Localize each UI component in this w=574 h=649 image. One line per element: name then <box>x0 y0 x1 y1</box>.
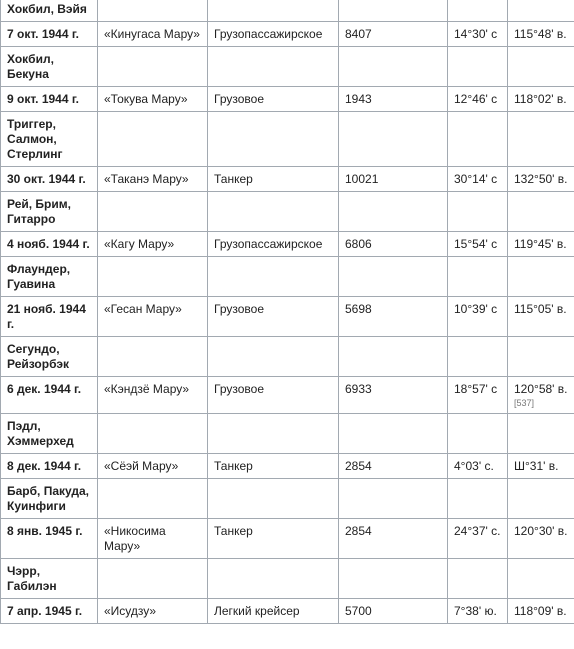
empty-cell <box>339 47 448 87</box>
empty-cell <box>508 337 574 377</box>
tonnage-cell <box>339 454 448 479</box>
latitude-cell <box>448 377 508 414</box>
ship-type-cell <box>208 22 339 47</box>
sinking-row <box>1 599 574 624</box>
tonnage-cell-text: 2854 <box>345 459 372 473</box>
empty-cell <box>98 559 208 599</box>
ship-type-cell-text: Легкий крейсер <box>214 604 300 618</box>
sinking-row <box>1 377 574 414</box>
ship-name-cell-text: «Сёэй Мару» <box>104 459 179 473</box>
submarines-cell: Хокбил, Вэйя <box>1 0 98 22</box>
empty-cell <box>98 112 208 167</box>
longitude-cell-text: 119°45' в. <box>514 237 567 251</box>
empty-cell <box>448 112 508 167</box>
empty-cell <box>448 559 508 599</box>
sinking-row <box>1 22 574 47</box>
ship-name-cell <box>98 599 208 624</box>
date-cell <box>1 232 98 257</box>
longitude-cell-text: 120°58' в. <box>514 382 568 396</box>
empty-cell <box>508 479 574 519</box>
latitude-cell <box>448 22 508 47</box>
empty-cell <box>508 559 574 599</box>
longitude-cell-text: 115°05' в. <box>514 302 567 316</box>
ship-type-cell <box>208 599 339 624</box>
submarines-cell: Барб, Пакуда, Куинфиги <box>1 479 98 519</box>
empty-cell <box>208 559 339 599</box>
longitude-cell-text: 132°50' в. <box>514 172 568 186</box>
sinking-row <box>1 519 574 559</box>
latitude-cell <box>448 87 508 112</box>
empty-cell <box>98 414 208 454</box>
empty-cell <box>98 479 208 519</box>
date-cell-text: 7 окт. 1944 г. <box>7 27 79 41</box>
ship-type-cell-text: Грузовое <box>214 302 264 316</box>
tonnage-cell-text: 5700 <box>345 604 372 618</box>
latitude-cell <box>448 232 508 257</box>
submarines-row <box>1 257 574 297</box>
submarines-cell: Чэрр, Габилэн <box>1 559 98 599</box>
empty-cell <box>339 414 448 454</box>
tonnage-cell <box>339 297 448 337</box>
empty-cell <box>448 479 508 519</box>
ship-name-cell <box>98 167 208 192</box>
empty-cell <box>339 479 448 519</box>
ship-name-cell-text: «Токува Мару» <box>104 92 188 106</box>
longitude-cell-text: 118°02' в. <box>514 92 567 106</box>
empty-cell <box>208 0 339 22</box>
empty-cell <box>339 192 448 232</box>
date-cell-text: 4 нояб. 1944 г. <box>7 237 90 251</box>
empty-cell <box>98 192 208 232</box>
empty-cell <box>98 257 208 297</box>
tonnage-cell <box>339 232 448 257</box>
ship-type-cell-text: Танкер <box>214 524 253 538</box>
submarines-row <box>1 47 574 87</box>
submarines-cell: Сегундо, Рейзорбэк <box>1 337 98 377</box>
empty-cell <box>208 337 339 377</box>
latitude-cell-text: 7°38' ю. <box>454 604 497 618</box>
empty-cell <box>508 47 574 87</box>
longitude-cell <box>508 297 574 337</box>
longitude-cell <box>508 22 574 47</box>
sinking-row <box>1 297 574 337</box>
sinking-row <box>1 87 574 112</box>
ship-name-cell-text: «Кэндзё Мару» <box>104 382 190 396</box>
ship-type-cell-text: Грузовое <box>214 92 264 106</box>
submarines-row <box>1 192 574 232</box>
tonnage-cell-text: 6933 <box>345 382 372 396</box>
longitude-cell-text: Ш°31' в. <box>514 459 559 473</box>
citation-link[interactable]: [537] <box>514 398 535 408</box>
submarines-row <box>1 0 574 22</box>
date-cell-text: 6 дек. 1944 г. <box>7 382 82 396</box>
empty-cell <box>339 559 448 599</box>
ship-name-cell <box>98 377 208 414</box>
longitude-cell <box>508 232 574 257</box>
longitude-cell <box>508 167 574 192</box>
empty-cell <box>208 257 339 297</box>
submarines-row <box>1 479 574 519</box>
longitude-cell-text: 118°09' в. <box>514 604 567 618</box>
tonnage-cell <box>339 167 448 192</box>
ship-name-cell-text: «Гесан Мару» <box>104 302 182 316</box>
empty-cell <box>448 192 508 232</box>
latitude-cell-text: 18°57' с <box>454 382 498 396</box>
submarines-cell: Хокбил, Бекуна <box>1 47 98 87</box>
empty-cell <box>339 112 448 167</box>
latitude-cell-text: 30°14' с <box>454 172 498 186</box>
latitude-cell <box>448 167 508 192</box>
date-cell-text: 21 нояб. 1944 г. <box>7 302 86 331</box>
date-cell <box>1 167 98 192</box>
ship-name-cell <box>98 454 208 479</box>
empty-cell <box>448 337 508 377</box>
sinkings-table-body <box>1 0 574 624</box>
ship-type-cell-text: Танкер <box>214 459 253 473</box>
empty-cell <box>208 47 339 87</box>
empty-cell <box>98 47 208 87</box>
latitude-cell <box>448 454 508 479</box>
ship-name-cell <box>98 22 208 47</box>
ship-type-cell-text: Танкер <box>214 172 253 186</box>
date-cell <box>1 22 98 47</box>
longitude-cell <box>508 519 574 559</box>
ship-name-cell <box>98 519 208 559</box>
date-cell-text: 9 окт. 1944 г. <box>7 92 79 106</box>
tonnage-cell-text: 10021 <box>345 172 379 186</box>
latitude-cell-text: 14°30' с <box>454 27 498 41</box>
submarines-cell: Рей, Брим, Гитарро <box>1 192 98 232</box>
ship-type-cell <box>208 297 339 337</box>
tonnage-cell-text: 8407 <box>345 27 372 41</box>
submarines-cell: Триггер, Салмон, Стерлинг <box>1 112 98 167</box>
tonnage-cell-text: 2854 <box>345 524 372 538</box>
longitude-cell <box>508 87 574 112</box>
latitude-cell-text: 24°37' с. <box>454 524 501 538</box>
ship-type-cell-text: Грузопассажирское <box>214 237 323 251</box>
sinking-row <box>1 454 574 479</box>
latitude-cell-text: 4°03' с. <box>454 459 494 473</box>
latitude-cell-text: 15°54' с <box>454 237 498 251</box>
submarines-row <box>1 559 574 599</box>
longitude-cell <box>508 599 574 624</box>
ship-name-cell <box>98 297 208 337</box>
empty-cell <box>208 479 339 519</box>
latitude-cell-text: 10°39' с <box>454 302 498 316</box>
latitude-cell-text: 12°46' с <box>454 92 498 106</box>
date-cell-text: 8 дек. 1944 г. <box>7 459 82 473</box>
ship-type-cell <box>208 377 339 414</box>
empty-cell <box>98 337 208 377</box>
ship-type-cell <box>208 232 339 257</box>
ship-name-cell-text: «Никосима Мару» <box>104 524 166 553</box>
empty-cell <box>448 47 508 87</box>
longitude-cell-text: 120°30' в. <box>514 524 568 538</box>
date-cell-text: 8 янв. 1945 г. <box>7 524 83 538</box>
submarines-row <box>1 414 574 454</box>
empty-cell <box>508 112 574 167</box>
longitude-cell <box>508 377 574 414</box>
ship-type-cell <box>208 454 339 479</box>
sinking-row <box>1 167 574 192</box>
ship-type-cell <box>208 87 339 112</box>
tonnage-cell <box>339 519 448 559</box>
date-cell <box>1 599 98 624</box>
tonnage-cell <box>339 377 448 414</box>
submarines-row <box>1 337 574 377</box>
sinking-row <box>1 232 574 257</box>
empty-cell <box>339 337 448 377</box>
ship-name-cell-text: «Исудзу» <box>104 604 157 618</box>
ship-name-cell-text: «Кинугаса Мару» <box>104 27 200 41</box>
tonnage-cell-text: 1943 <box>345 92 372 106</box>
empty-cell <box>448 0 508 22</box>
tonnage-cell <box>339 87 448 112</box>
empty-cell <box>339 257 448 297</box>
empty-cell <box>508 0 574 22</box>
empty-cell <box>208 112 339 167</box>
tonnage-cell <box>339 599 448 624</box>
date-cell <box>1 297 98 337</box>
latitude-cell <box>448 297 508 337</box>
ship-type-cell-text: Грузовое <box>214 382 264 396</box>
date-cell <box>1 454 98 479</box>
date-cell-text: 30 окт. 1944 г. <box>7 172 86 186</box>
longitude-cell <box>508 454 574 479</box>
ship-type-cell <box>208 167 339 192</box>
tonnage-cell-text: 6806 <box>345 237 372 251</box>
ship-name-cell-text: «Кагу Мару» <box>104 237 175 251</box>
ship-type-cell <box>208 519 339 559</box>
ship-name-cell <box>98 87 208 112</box>
tonnage-cell <box>339 22 448 47</box>
empty-cell <box>208 192 339 232</box>
date-cell-text: 7 апр. 1945 г. <box>7 604 83 618</box>
empty-cell <box>98 0 208 22</box>
tonnage-cell-text: 5698 <box>345 302 372 316</box>
empty-cell <box>448 414 508 454</box>
date-cell <box>1 87 98 112</box>
ship-name-cell-text: «Таканэ Мару» <box>104 172 189 186</box>
ship-name-cell <box>98 232 208 257</box>
empty-cell <box>508 192 574 232</box>
date-cell <box>1 519 98 559</box>
empty-cell <box>339 0 448 22</box>
ship-type-cell-text: Грузопассажирское <box>214 27 323 41</box>
latitude-cell <box>448 599 508 624</box>
empty-cell <box>448 257 508 297</box>
empty-cell <box>508 414 574 454</box>
date-cell <box>1 377 98 414</box>
submarines-cell: Пэдл, Хэммерхед <box>1 414 98 454</box>
empty-cell <box>508 257 574 297</box>
latitude-cell <box>448 519 508 559</box>
longitude-cell-text: 115°48' в. <box>514 27 567 41</box>
submarines-row <box>1 112 574 167</box>
empty-cell <box>208 414 339 454</box>
submarines-cell: Флаундер, Гуавина <box>1 257 98 297</box>
